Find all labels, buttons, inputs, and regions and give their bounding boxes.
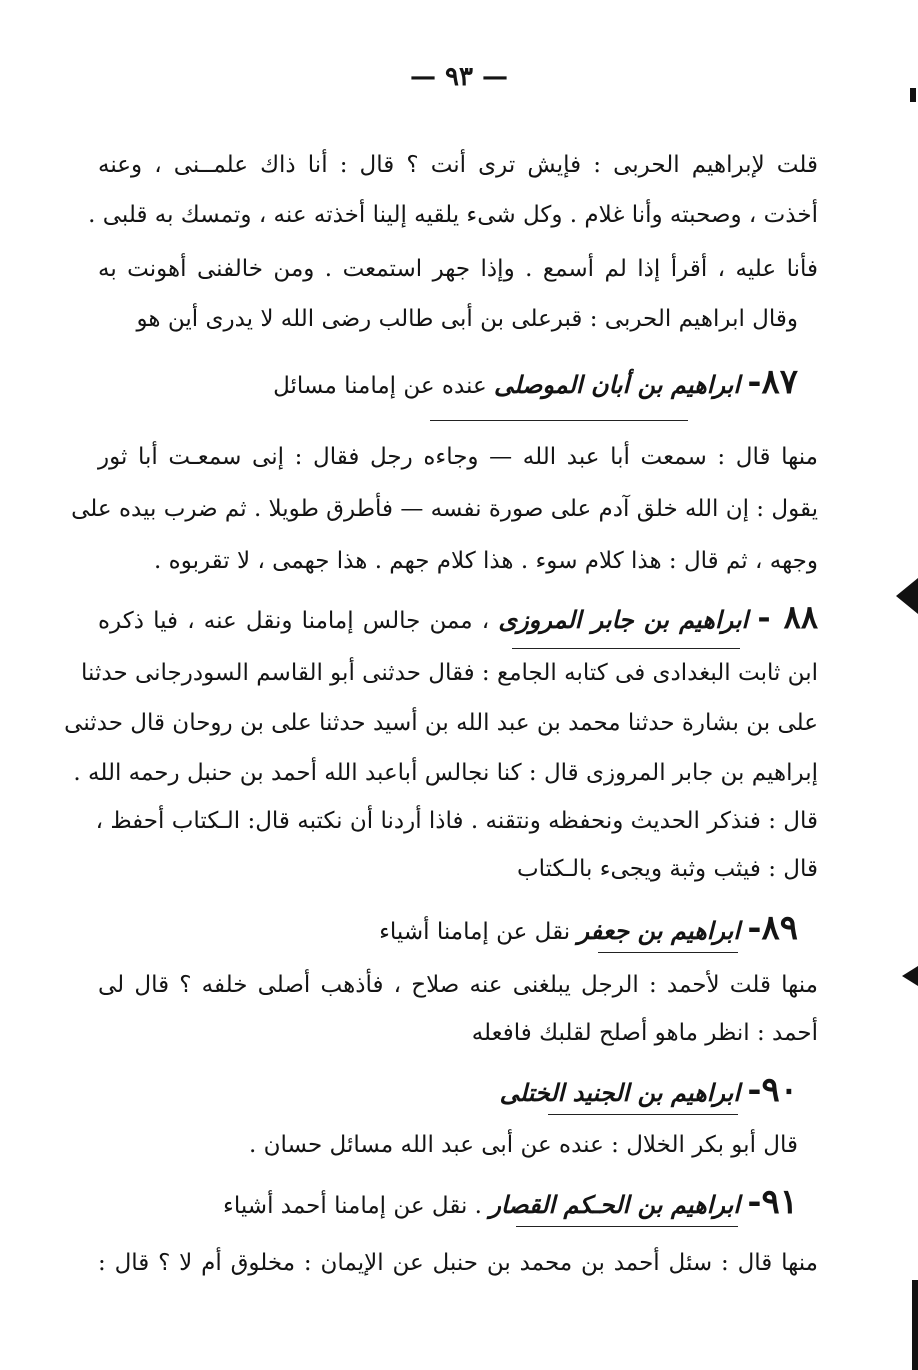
text-line: أحمد : انظر ماهو أصلح لقلبك فافعله xyxy=(471,1020,818,1046)
heading-underline xyxy=(548,1114,738,1115)
entry-heading-91 xyxy=(223,1182,798,1226)
page-number: — ٩٣ — xyxy=(409,62,509,92)
entry-number: ٨٩- xyxy=(747,908,798,948)
text-line: قال : فيثب وثبة ويجىء بالـكتاب xyxy=(516,856,818,882)
entry-name: ابراهيم بن جعفر xyxy=(577,916,741,945)
text-line: قلت لإبراهيم الحربى : فإيش ترى أنت ؟ قال : أنا ذاك علمــنى ، وعنه xyxy=(98,152,818,178)
entry-heading-90 xyxy=(500,1070,798,1114)
entry-number: ٨٨ - xyxy=(757,598,819,636)
text-line: وقال ابراهيم الحربى : قبرعلى بن أبى طالب رضى الله لا يدرى أين هو xyxy=(136,306,798,332)
scan-edge-mark xyxy=(896,578,918,614)
entry-name: ابراهيم بن الجنيد الختلى xyxy=(499,1078,741,1107)
entry-heading-88 xyxy=(98,600,818,638)
entry-heading-rest: نقل عن إمامنا أشياء xyxy=(379,919,571,945)
scan-edge-mark xyxy=(910,88,916,102)
entry-number: ٨٧- xyxy=(747,362,798,402)
entry-heading-rest: . نقل عن إمامنا أحمد أشياء xyxy=(223,1193,482,1219)
entry-name: ابراهيم بن جابر المروزى xyxy=(498,605,749,634)
entry-number: ٩١- xyxy=(747,1182,798,1222)
text-line: منها قال : سمعت أبا عبد الله — وجاءه رجل فقال : إنى سمعـت أبا ثور xyxy=(98,444,818,470)
text-line: أخذت ، وصحبته وأنا غلام . وكل شىء يلقيه إلينا أخذته عنه ، وتمسك به قلبى . xyxy=(88,202,818,228)
text-line: وجهه ، ثم قال : هذا كلام سوء . هذا كلام جهم . هذا جهمى ، لا تقربوه . xyxy=(154,548,818,574)
entry-heading-89 xyxy=(379,908,798,952)
text-line: ابن ثابت البغدادى فى كتابه الجامع : فقال حدثنى أبو القاسم السودرجانى حدثنا xyxy=(81,660,818,686)
text-line: منها قلت لأحمد : الرجل يبلغنى عنه صلاح ، فأذهب أصلى خلفه ؟ قال لى xyxy=(98,972,818,998)
heading-underline xyxy=(430,420,688,421)
entry-name: ابراهيم بن أبان الموصلى xyxy=(494,370,741,399)
text-line: إبراهيم بن جابر المروزى قال : كنا نجالس أباعبد الله أحمد بن حنبل رحمه الله . xyxy=(73,760,818,786)
entry-heading-rest: ، ممن جالس إمامنا ونقل عنه ، فيا ذكره xyxy=(98,608,490,634)
entry-number: ٩٠- xyxy=(747,1070,798,1110)
heading-underline xyxy=(516,1226,738,1227)
text-line: فأنا عليه ، أقرأ إذا لم أسمع . وإذا جهر استمعت . ومن خالفنى أهونت به xyxy=(98,256,818,282)
text-line: قال : فنذكر الحديث ونحفظه ونتقنه . فاذا أردنا أن نكتبه قال: الـكتاب أحفظ ، xyxy=(95,808,818,834)
heading-underline xyxy=(598,952,738,953)
entry-heading-87 xyxy=(273,362,798,406)
text-line: على بن بشارة حدثنا محمد بن عبد الله بن أسيد حدثنا على بن روحان قال حدثنى xyxy=(64,710,818,736)
text-line: منها قال : سئل أحمد بن محمد بن حنبل عن الإيمان : مخلوق أم لا ؟ قال : xyxy=(98,1250,818,1276)
scan-edge-mark xyxy=(902,966,918,986)
scan-edge-mark xyxy=(912,1280,918,1370)
heading-underline xyxy=(512,648,740,649)
text-line: يقول : إن الله خلق آدم على صورة نفسه — فأطرق طويلا . ثم ضرب بيده على xyxy=(71,496,818,522)
entry-heading-rest: عنده عن إمامنا مسائل xyxy=(273,373,487,399)
text-line: قال أبو بكر الخلال : عنده عن أبى عبد الله مسائل حسان . xyxy=(248,1132,798,1158)
entry-name: ابراهيم بن الحـكم القصار xyxy=(489,1190,741,1219)
